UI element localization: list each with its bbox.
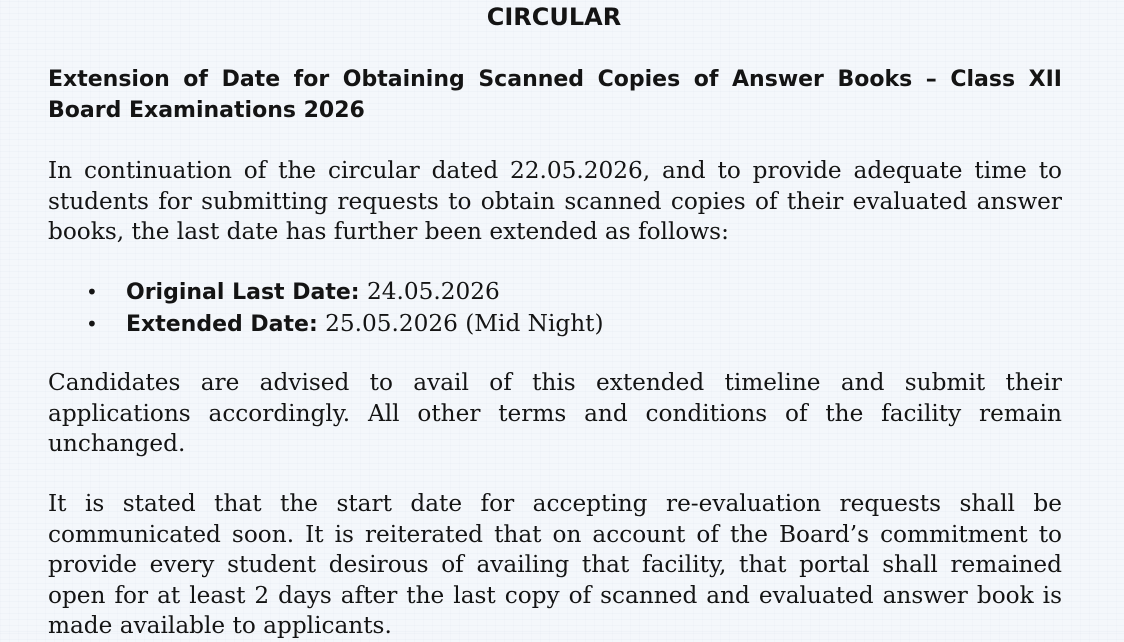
date-list	[48, 277, 1062, 340]
circular-subject: Extension of Date for Obtaining Scanned Copies of Answer Books – Class XII Board Examinations 2026	[48, 67, 1062, 123]
bullet-icon: •	[86, 311, 98, 336]
re-evaluation-paragraph: It is stated that the start date for accepting re-evaluation requests shall be communicated soon. It is reiterated that on account of the Board’s commitment to provide every student desirous of availing that facility, that portal shall remained open for at least 2 days after the last copy of scanned and evaluated answer book is made available to applicants.	[48, 490, 1062, 639]
bullet-icon: •	[86, 280, 98, 304]
list-item-original-date	[48, 277, 1062, 309]
original-date-value: 24.05.2026	[359, 278, 500, 305]
list-item-extended-date	[48, 309, 1062, 341]
intro-paragraph: In continuation of the circular dated 22.05.2026, and to provide adequate time to students for submitting requests to obtain scanned copies of their evaluated answer books, the last date has further been extended as follows:	[48, 157, 1062, 245]
extended-date-label: Extended Date:	[126, 311, 318, 337]
original-date-label: Original Last Date:	[126, 280, 360, 305]
circular-heading: CIRCULAR	[486, 3, 622, 31]
extended-date-value: 25.05.2026 (Mid Night)	[317, 309, 604, 337]
advisory-paragraph: Candidates are advised to avail of this extended timeline and submit their applications accordingly. All other terms and conditions of the facility remain unchanged.	[48, 369, 1062, 457]
